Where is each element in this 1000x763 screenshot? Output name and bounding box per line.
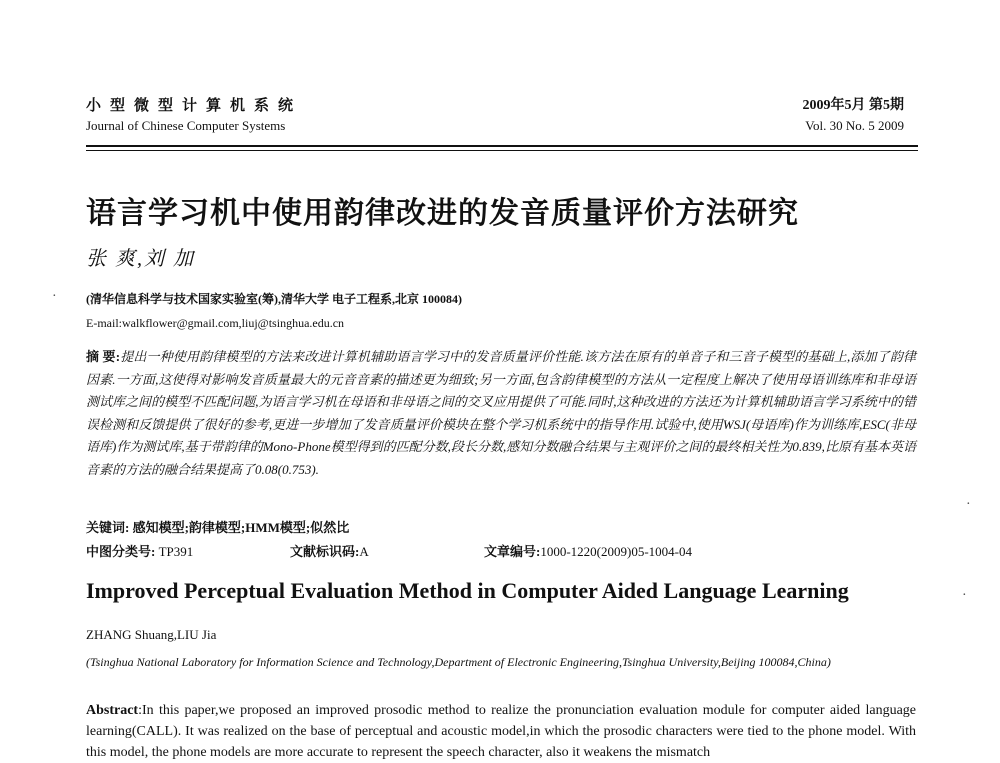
margin-mark: ·: [966, 497, 971, 512]
journal-name-en: Journal of Chinese Computer Systems: [86, 118, 286, 133]
header-rule-thin: [86, 150, 918, 151]
paper-title-en: Improved Perceptual Evaluation Method in Computer Aided Language Learning: [86, 578, 849, 603]
abstract-text-en: :In this paper,we proposed an improved prosodic method to realize the pronunciation evaluation module for computer aided language learning(CALL). It was realized on the base of perceptual and acoustic model,in which the prosodic characters were tied to the phone model. With this model, the phone models are more accurate to represent the speech character, also it weakens the mismatch: [86, 703, 916, 760]
issue-date: 2009年5月 第5期: [802, 98, 904, 113]
keywords-cn: [86, 517, 349, 536]
volume-number: Vol. 30 No. 5 2009: [805, 118, 904, 133]
header-rule-thick: [86, 145, 918, 147]
authors-cn: 张 爽,刘 加: [86, 248, 195, 270]
margin-mark: ·: [962, 588, 967, 603]
affiliation-cn: (清华信息科学与技术国家实验室(筹),清华大学 电子工程系,北京 100084): [86, 292, 462, 306]
paper-title-cn: 语言学习机中使用韵律改进的发音质量评价方法研究: [86, 196, 799, 231]
abstract-cn: [86, 346, 916, 482]
keywords-label: 关键词:: [86, 520, 130, 535]
author-email: E-mail:walkflower@gmail.com,liuj@tsinghua.edu.cn: [86, 316, 345, 330]
abstract-text-cn: 提出一种使用韵律模型的方法来改进计算机辅助语言学习中的发音质量评价性能.该方法在原有的单音子和三音子模型的基础上,添加了韵律因素.一方面,这使得对影响发音质量最大的元音音素的描述更为细致;另一方面,包含韵律模型的方法从一定程度上解决了使用母语训练库和非母语测试库之间的模型不匹配问题,为语言学习机在母语和非母语之间的交叉应用提供了可能.同时,这种改进的方法还为计算机辅助语言学习系统中的错误检测和反馈提供了很好的参考,更进一步增加了发音质量评价模块在整个学习机系统中的指导作用.试验中,使用WSJ(母语库)作为训练库,ESC(非母语库)作为测试库,基于带韵律的Mono-Phone模型得到的匹配分数,段长分数,感知分数融合结果与主观评价之间的最终相关性为0.839,比原有基本英语音素的方法的融合结果提高了0.08(0.753).: [86, 349, 916, 477]
abstract-en: [86, 700, 916, 763]
clc-code: 中图分类号: TP391: [86, 544, 194, 559]
journal-name-cn: 小型微型计算机系统: [86, 98, 303, 114]
margin-mark: ·: [52, 289, 57, 304]
article-number: 文章编号:1000-1220(2009)05-1004-04: [484, 544, 692, 559]
abstract-label-cn: 摘 要:: [86, 349, 121, 364]
document-code: 文献标识码:A: [290, 544, 369, 559]
affiliation-en: (Tsinghua National Laboratory for Information Science and Technology,Department of Electronic Engineering,Tsinghua University,Beijing 100084,China): [86, 655, 831, 669]
keywords-text: 感知模型;韵律模型;HMM模型;似然比: [132, 520, 350, 535]
authors-en: ZHANG Shuang,LIU Jia: [86, 627, 217, 642]
abstract-label-en: Abstract: [86, 703, 139, 718]
